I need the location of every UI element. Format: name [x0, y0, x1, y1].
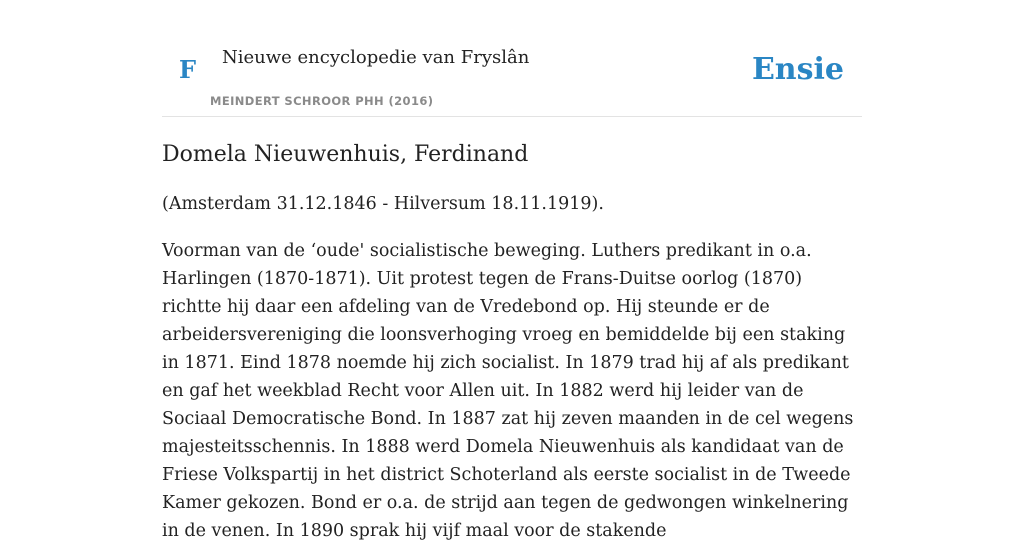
header [162, 0, 862, 117]
book-title[interactable]: Nieuwe encyclopedie van Fryslân [222, 47, 530, 68]
entry-title: Domela Nieuwenhuis, Ferdinand [162, 142, 529, 167]
entry-body: Voorman van de ‘oude' socialistische beweging. Luthers predikant in o.a. Harlingen (1870-1871). Uit protest tegen de Frans-Duitse oorlog (1870) richtte hij daar een afdeling van de Vredebond op. Hij steunde er de arbeidersvereniging die loonsverhoging vroeg en bemiddelde bij een staking in 1871. Eind 1878 noemde hij zich socialist. In 1879 trad hij af als predikant en gaf het weekblad Recht voor Allen uit. In 1882 werd hij leider van de Sociaal Democratische Bond. In 1887 zat hij zeven maanden in de cel wegens majesteitsschennis. In 1888 werd Domela Nieuwenhuis als kandidaat van de Friese Volkspartij in het district Schoterland als eerste socialist in de Tweede Kamer gekozen. Bond er o.a. de strijd aan tegen de gedwongen winkelnering in de venen. In 1890 sprak hij vijf maal voor de stakende [162, 241, 854, 541]
ensie-brand-logo[interactable]: Ensie [751, 52, 844, 87]
book-logo[interactable]: F [179, 55, 197, 84]
book-author: MEINDERT SCHROOR PHH (2016) [210, 94, 434, 108]
entry-content [162, 138, 862, 545]
entry-dates: (Amsterdam 31.12.1846 - Hilversum 18.11.1919). [162, 194, 604, 214]
